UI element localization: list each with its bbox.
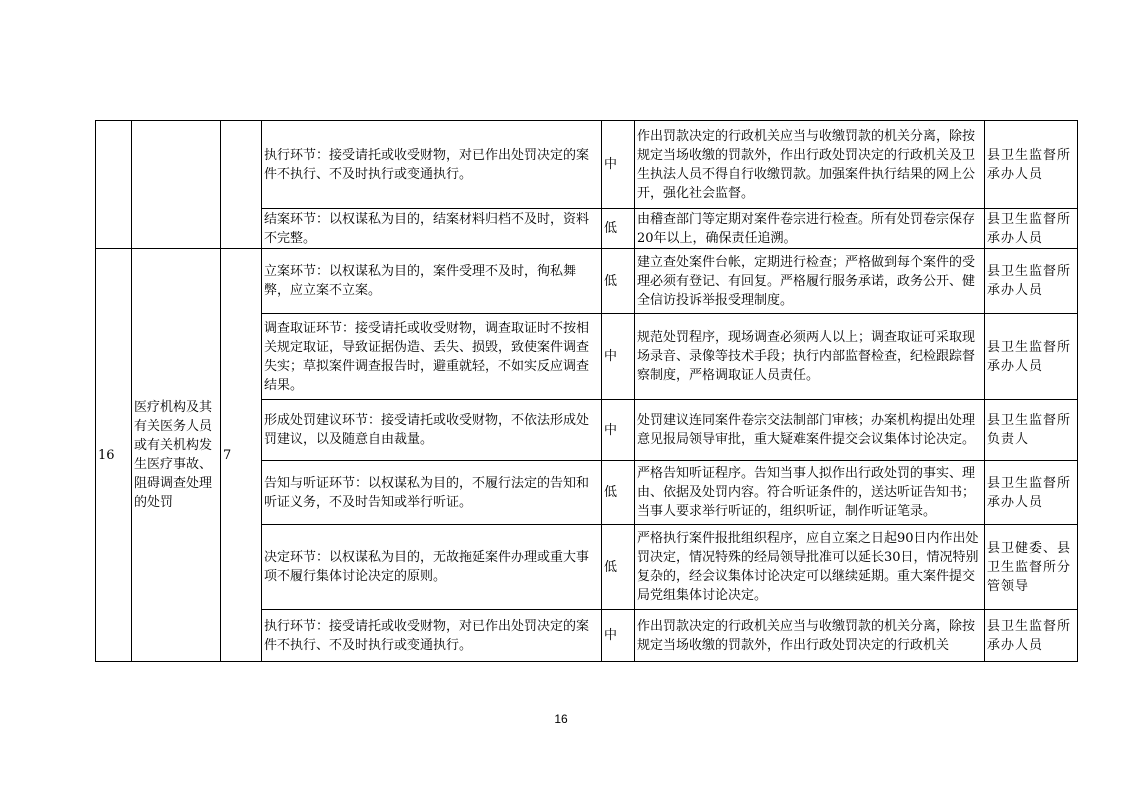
stage-cell: 告知与听证环节：以权谋私为目的，不履行法定的告知和听证义务，不及时告知或举行听证。 xyxy=(262,461,602,525)
measure-cell: 处罚建议连同案件卷宗交法制部门审核；办案机构提出处理意见报局领导审批，重大疑难案件提交会议集体讨论决定。 xyxy=(635,400,985,461)
measure-cell: 严格执行案件报批组织程序，应自立案之日起90日内作出处罚决定，情况特殊的经局领导批准可以延长30日，情况特别复杂的，经会议集体讨论决定可以继续延期。重大案件提交局党组集体讨论决定。 xyxy=(635,525,985,610)
item-cell: 医疗机构及其有关医务人员或有关机构发生医疗事故、阻碍调查处理的处罚 xyxy=(132,249,221,662)
stage-cell: 决定环节：以权谋私为目的，无故拖延案件办理或重大事项不履行集体讨论决定的原则。 xyxy=(262,525,602,610)
owner-cell: 县卫生监督所承办人员 xyxy=(985,314,1078,400)
risk-level-cell: 中 xyxy=(602,610,635,662)
owner-cell: 县卫生监督所承办人员 xyxy=(985,610,1078,662)
measure-cell: 建立查处案件台帐，定期进行检查；严格做到每个案件的受理必须有登记、有回复。严格履行服务承诺，政务公开、健全信访投诉举报受理制度。 xyxy=(635,249,985,314)
measure-cell: 规范处罚程序，现场调查必须两人以上；调查取证可采取现场录音、录像等技术手段；执行内部监督检查，纪检跟踪督察制度，严格调取证人员责任。 xyxy=(635,314,985,400)
stage-cell: 执行环节：接受请托或收受财物，对已作出处罚决定的案件不执行、不及时执行或变通执行。 xyxy=(262,121,602,209)
stage-cell: 形成处罚建议环节：接受请托或收受财物，不依法形成处罚建议，以及随意自由裁量。 xyxy=(262,400,602,461)
risk-level-cell: 低 xyxy=(602,249,635,314)
table-row xyxy=(96,121,1078,209)
stage-cell: 执行环节：接受请托或收受财物，对已作出处罚决定的案件不执行、不及时执行或变通执行。 xyxy=(262,610,602,662)
risk-table xyxy=(95,120,1078,662)
risk-level-cell: 低 xyxy=(602,461,635,525)
stage-cell: 结案环节：以权谋私为目的，结案材料归档不及时，资料不完整。 xyxy=(262,209,602,249)
measure-cell: 严格告知听证程序。告知当事人拟作出行政处罚的事实、理由、依据及处罚内容。符合听证条件的，送达听证告知书；当事人要求举行听证的，组织听证，制作听证笔录。 xyxy=(635,461,985,525)
number-cell: 16 xyxy=(96,249,132,662)
owner-cell: 县卫健委、县卫生监督所分管领导 xyxy=(985,525,1078,610)
measure-cell: 由稽查部门等定期对案件卷宗进行检查。所有处罚卷宗保存20年以上，确保责任追溯。 xyxy=(635,209,985,249)
owner-cell: 县卫生监督所承办人员 xyxy=(985,249,1078,314)
measure-cell: 作出罚款决定的行政机关应当与收缴罚款的机关分离，除按规定当场收缴的罚款外，作出行政处罚决定的行政机关及卫生执法人员不得自行收缴罚款。加强案件执行结果的网上公开，强化社会监督。 xyxy=(635,121,985,209)
owner-cell: 县卫生监督所负责人 xyxy=(985,400,1078,461)
page-number: 16 xyxy=(554,712,568,726)
item-cell xyxy=(132,121,221,249)
risk-level-cell: 中 xyxy=(602,400,635,461)
risk-level-cell: 低 xyxy=(602,209,635,249)
stage-cell: 调查取证环节：接受请托或收受财物，调查取证时不按相关规定取证，导致证据伪造、丢失、损毁，致使案件调查失实；草拟案件调查报告时，避重就轻，不如实反应调查结果。 xyxy=(262,314,602,400)
count-cell xyxy=(221,121,262,249)
owner-cell: 县卫生监督所承办人员 xyxy=(985,209,1078,249)
table-row xyxy=(96,249,1078,314)
risk-level-cell: 低 xyxy=(602,525,635,610)
stage-cell: 立案环节：以权谋私为目的，案件受理不及时，徇私舞弊，应立案不立案。 xyxy=(262,249,602,314)
owner-cell: 县卫生监督所承办人员 xyxy=(985,461,1078,525)
risk-level-cell: 中 xyxy=(602,314,635,400)
number-cell xyxy=(96,121,132,249)
owner-cell: 县卫生监督所承办人员 xyxy=(985,121,1078,209)
count-cell: 7 xyxy=(221,249,262,662)
measure-cell: 作出罚款决定的行政机关应当与收缴罚款的机关分离，除按规定当场收缴的罚款外，作出行政处罚决定的行政机关 xyxy=(635,610,985,662)
risk-level-cell: 中 xyxy=(602,121,635,209)
